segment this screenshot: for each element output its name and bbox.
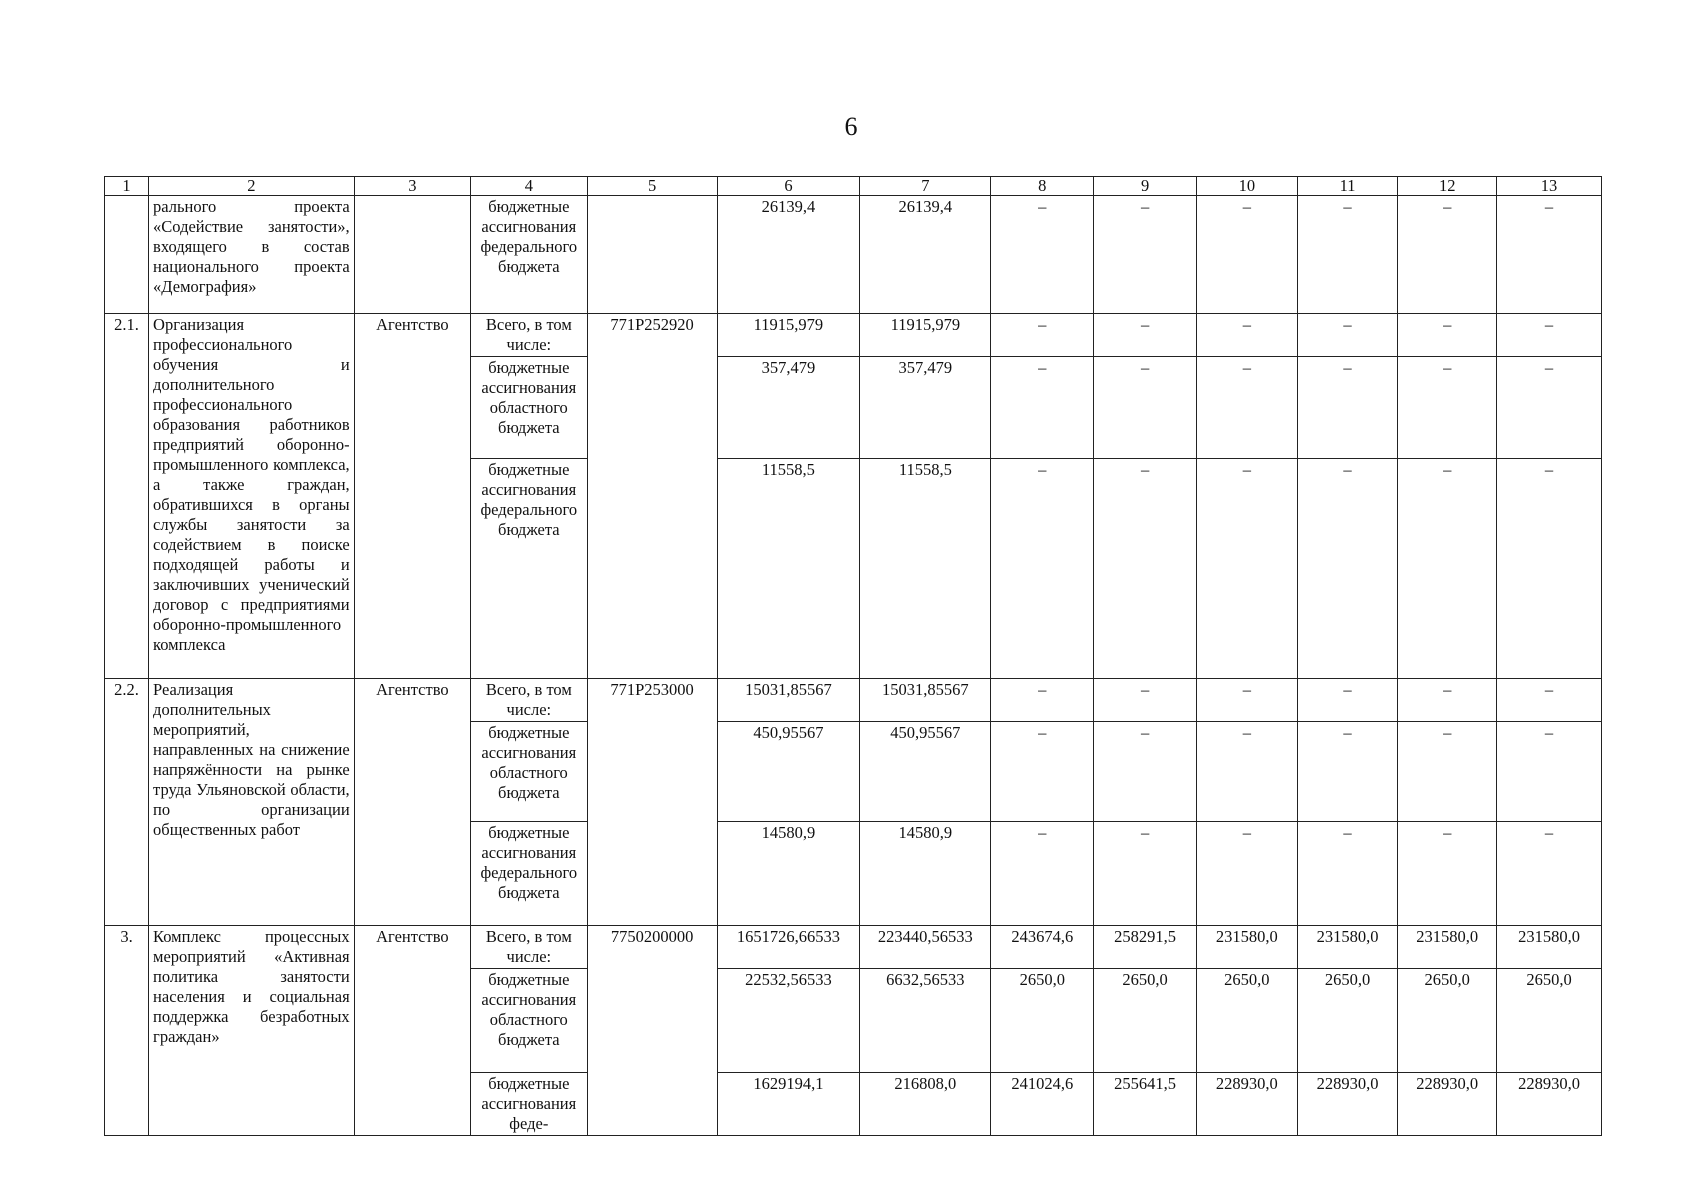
amount-cell: 243674,6	[991, 926, 1094, 969]
amount-cell: –	[991, 722, 1094, 822]
row-name: Реализация дополнительных мероприятий, направленных на снижение напряжённости на рынке труда Ульяновской области, по организации общественных работ	[149, 679, 355, 926]
amount-cell: 2650,0	[1196, 969, 1297, 1073]
amount-cell: –	[1497, 822, 1602, 926]
amount-cell: 231580,0	[1196, 926, 1297, 969]
amount-cell: 2650,0	[1297, 969, 1398, 1073]
amount-cell: –	[1196, 196, 1297, 314]
amount-cell: 450,95567	[860, 722, 991, 822]
amount-cell: 357,479	[860, 357, 991, 459]
page-number: 6	[844, 112, 858, 141]
amount-cell: –	[1497, 722, 1602, 822]
funding-source: Всего, в том числе:	[471, 314, 587, 357]
funding-source: Всего, в том числе:	[471, 679, 587, 722]
amount-cell: 15031,85567	[717, 679, 860, 722]
amount-cell: 1651726,66533	[717, 926, 860, 969]
budget-code: 771P253000	[587, 679, 717, 926]
amount-cell: 255641,5	[1094, 1073, 1197, 1136]
amount-cell: –	[1398, 357, 1497, 459]
amount-cell: –	[1497, 357, 1602, 459]
amount-cell: 228930,0	[1297, 1073, 1398, 1136]
column-number-header	[105, 177, 1602, 196]
amount-cell: –	[1497, 459, 1602, 679]
funding-source: бюджетные ассигнования федерального бюджета	[471, 822, 587, 926]
amount-cell: –	[1297, 357, 1398, 459]
amount-cell: 228930,0	[1196, 1073, 1297, 1136]
amount-cell: –	[1196, 314, 1297, 357]
amount-cell: –	[1094, 722, 1197, 822]
amount-cell: –	[1094, 459, 1197, 679]
row-executor	[354, 196, 470, 314]
amount-cell: –	[1196, 679, 1297, 722]
amount-cell: –	[1196, 357, 1297, 459]
amount-cell: –	[1196, 822, 1297, 926]
amount-cell: 223440,56533	[860, 926, 991, 969]
col-header: 12	[1398, 177, 1497, 196]
amount-cell: –	[1297, 196, 1398, 314]
amount-cell: 2650,0	[991, 969, 1094, 1073]
table-row	[105, 314, 1602, 357]
amount-cell: 228930,0	[1497, 1073, 1602, 1136]
budget-table	[104, 176, 1602, 1136]
col-header: 9	[1094, 177, 1197, 196]
amount-cell: 2650,0	[1497, 969, 1602, 1073]
amount-cell: 11558,5	[717, 459, 860, 679]
col-header: 11	[1297, 177, 1398, 196]
amount-cell: 2650,0	[1094, 969, 1197, 1073]
amount-cell: –	[1094, 196, 1197, 314]
amount-cell: –	[1297, 822, 1398, 926]
funding-source: бюджетные ассигнования федерального бюджета	[471, 459, 587, 679]
budget-code: 7750200000	[587, 926, 717, 1136]
amount-cell: –	[1398, 722, 1497, 822]
amount-cell: 1629194,1	[717, 1073, 860, 1136]
amount-cell: 258291,5	[1094, 926, 1197, 969]
amount-cell: 11915,979	[860, 314, 991, 357]
amount-cell: 357,479	[717, 357, 860, 459]
amount-cell: –	[1297, 722, 1398, 822]
row-number: 3.	[105, 926, 149, 1136]
amount-cell: 14580,9	[860, 822, 991, 926]
amount-cell: –	[1094, 357, 1197, 459]
col-header: 1	[105, 177, 149, 196]
amount-cell: 26139,4	[717, 196, 860, 314]
funding-source: бюджетные ассигнования областного бюджета	[471, 969, 587, 1073]
amount-cell: –	[1398, 679, 1497, 722]
col-header: 5	[587, 177, 717, 196]
amount-cell: 241024,6	[991, 1073, 1094, 1136]
col-header: 3	[354, 177, 470, 196]
row-executor: Агентство	[354, 926, 470, 1136]
col-header: 7	[860, 177, 991, 196]
amount-cell: 231580,0	[1497, 926, 1602, 969]
table-row	[105, 196, 1602, 314]
amount-cell: –	[1094, 679, 1197, 722]
amount-cell: –	[1297, 314, 1398, 357]
amount-cell: 14580,9	[717, 822, 860, 926]
amount-cell: –	[1398, 196, 1497, 314]
row-name: Организация профессионального обучения и дополнительного профессионального образования работников предприятий оборонно-промышленного комплекса, а также граждан, обратившихся в органы службы занятости за содействием в поиске подходящей работы и заключивших ученический договор с предприятиями оборонно-промышленного комплекса	[149, 314, 355, 679]
row-name: Комплекс процессных мероприятий «Активная политика занятости населения и социальная поддержка безработных граждан»	[149, 926, 355, 1136]
funding-source: Всего, в том числе:	[471, 926, 587, 969]
amount-cell: 2650,0	[1398, 969, 1497, 1073]
budget-code: 771P252920	[587, 314, 717, 679]
col-header: 2	[149, 177, 355, 196]
col-header: 4	[471, 177, 587, 196]
col-header: 10	[1196, 177, 1297, 196]
amount-cell: 450,95567	[717, 722, 860, 822]
row-number	[105, 196, 149, 314]
row-name: рального проекта «Содействие занятости», входящего в состав национального проекта «Демография»	[149, 196, 355, 314]
amount-cell: –	[991, 459, 1094, 679]
amount-cell: –	[1196, 459, 1297, 679]
amount-cell: –	[1497, 196, 1602, 314]
col-header: 8	[991, 177, 1094, 196]
amount-cell: –	[1398, 822, 1497, 926]
amount-cell: –	[1398, 459, 1497, 679]
row-executor: Агентство	[354, 679, 470, 926]
funding-source: бюджетные ассигнования федерального бюджета	[471, 196, 587, 314]
amount-cell: –	[1297, 679, 1398, 722]
col-header: 13	[1497, 177, 1602, 196]
table-row	[105, 679, 1602, 722]
amount-cell: 11558,5	[860, 459, 991, 679]
amount-cell: –	[991, 679, 1094, 722]
amount-cell: –	[991, 314, 1094, 357]
amount-cell: –	[991, 196, 1094, 314]
funding-source: бюджетные ассигнования феде-	[471, 1073, 587, 1136]
amount-cell: –	[991, 357, 1094, 459]
row-executor: Агентство	[354, 314, 470, 679]
amount-cell: 228930,0	[1398, 1073, 1497, 1136]
amount-cell: –	[1094, 822, 1197, 926]
budget-code	[587, 196, 717, 314]
amount-cell: –	[1497, 679, 1602, 722]
amount-cell: 6632,56533	[860, 969, 991, 1073]
row-number: 2.1.	[105, 314, 149, 679]
amount-cell: 216808,0	[860, 1073, 991, 1136]
amount-cell: 26139,4	[860, 196, 991, 314]
amount-cell: –	[1497, 314, 1602, 357]
row-number: 2.2.	[105, 679, 149, 926]
funding-source: бюджетные ассигнования областного бюджета	[471, 722, 587, 822]
amount-cell: –	[1196, 722, 1297, 822]
amount-cell: 231580,0	[1398, 926, 1497, 969]
table-row	[105, 926, 1602, 969]
amount-cell: –	[1398, 314, 1497, 357]
amount-cell: 22532,56533	[717, 969, 860, 1073]
amount-cell: 11915,979	[717, 314, 860, 357]
amount-cell: –	[1094, 314, 1197, 357]
col-header: 6	[717, 177, 860, 196]
amount-cell: 231580,0	[1297, 926, 1398, 969]
funding-source: бюджетные ассигнования областного бюджета	[471, 357, 587, 459]
amount-cell: –	[1297, 459, 1398, 679]
amount-cell: 15031,85567	[860, 679, 991, 722]
amount-cell: –	[991, 822, 1094, 926]
